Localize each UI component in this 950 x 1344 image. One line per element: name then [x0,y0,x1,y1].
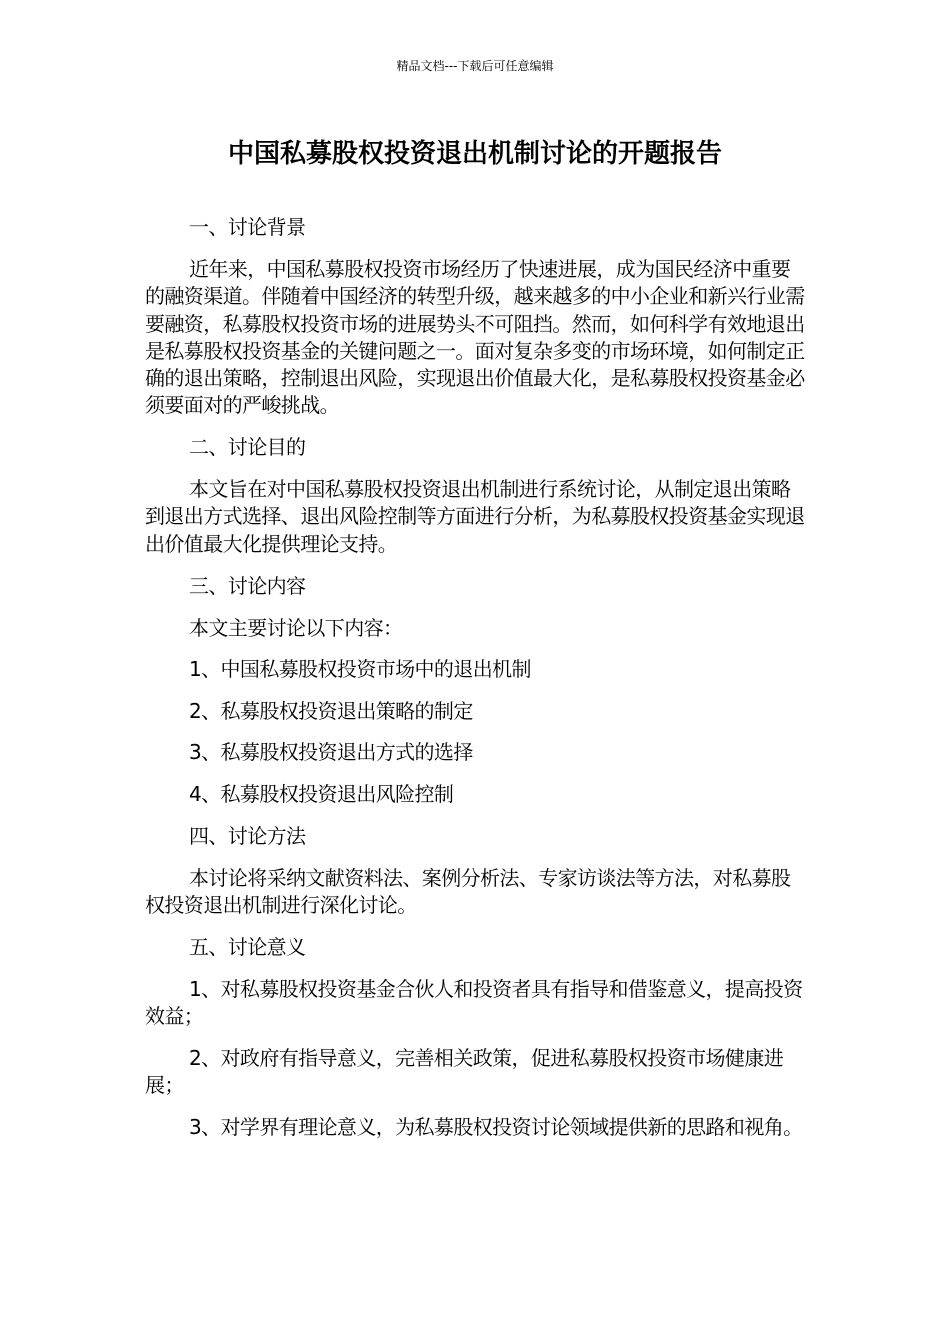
significance-item: 1、对私募股权投资基金合伙人和投资者具有指导和借鉴意义，提高投资效益； [145,977,803,1029]
content-intro: 本文主要讨论以下内容： [189,616,403,640]
section-heading-background: 一、讨论背景 [189,215,306,239]
content-item: 2、私募股权投资退出策略的制定 [189,699,473,723]
significance-item: 2、对政府有指导意义，完善相关政策，促进私募股权投资市场健康进展； [145,1046,784,1098]
background-paragraph: 近年来，中国私募股权投资市场经历了快速进展，成为国民经济中重要的融资渠道。伴随着中国经济的转型升级，越来越多的中小企业和新兴行业需要融资，私募股权投资市场的进展势头不可阻挡。然而，如何科学有效地退出是私募股权投资基金的关键问题之一。面对复杂多变的市场环境，如何制定正确的退出策略，控制退出风险，实现退出价值最大化，是私募股权投资基金必须要面对的严峻挑战。 [145,257,805,418]
significance-item: 3、对学界有理论意义，为私募股权投资讨论领域提供新的思路和视角。 [189,1115,803,1139]
content-item: 1、中国私募股权投资市场中的退出机制 [189,657,531,681]
header-note: 精品文档---下载后可任意编辑 [396,59,554,73]
purpose-paragraph: 本文旨在对中国私募股权投资退出机制进行系统讨论，从制定退出策略到退出方式选择、退出风险控制等方面进行分析，为私募股权投资基金实现退出价值最大化提供理论支持。 [145,477,805,556]
section-heading-purpose: 二、讨论目的 [189,435,306,459]
content-item: 4、私募股权投资退出风险控制 [189,782,454,806]
section-heading-content: 三、讨论内容 [189,574,306,598]
method-paragraph: 本讨论将采纳文献资料法、案例分析法、专家访谈法等方法，对私募股权投资退出机制进行深化讨论。 [145,866,791,918]
document-title: 中国私募股权投资退出机制讨论的开题报告 [227,139,722,169]
section-heading-significance: 五、讨论意义 [189,935,306,959]
content-item: 3、私募股权投资退出方式的选择 [189,740,473,764]
section-heading-method: 四、讨论方法 [189,824,306,848]
